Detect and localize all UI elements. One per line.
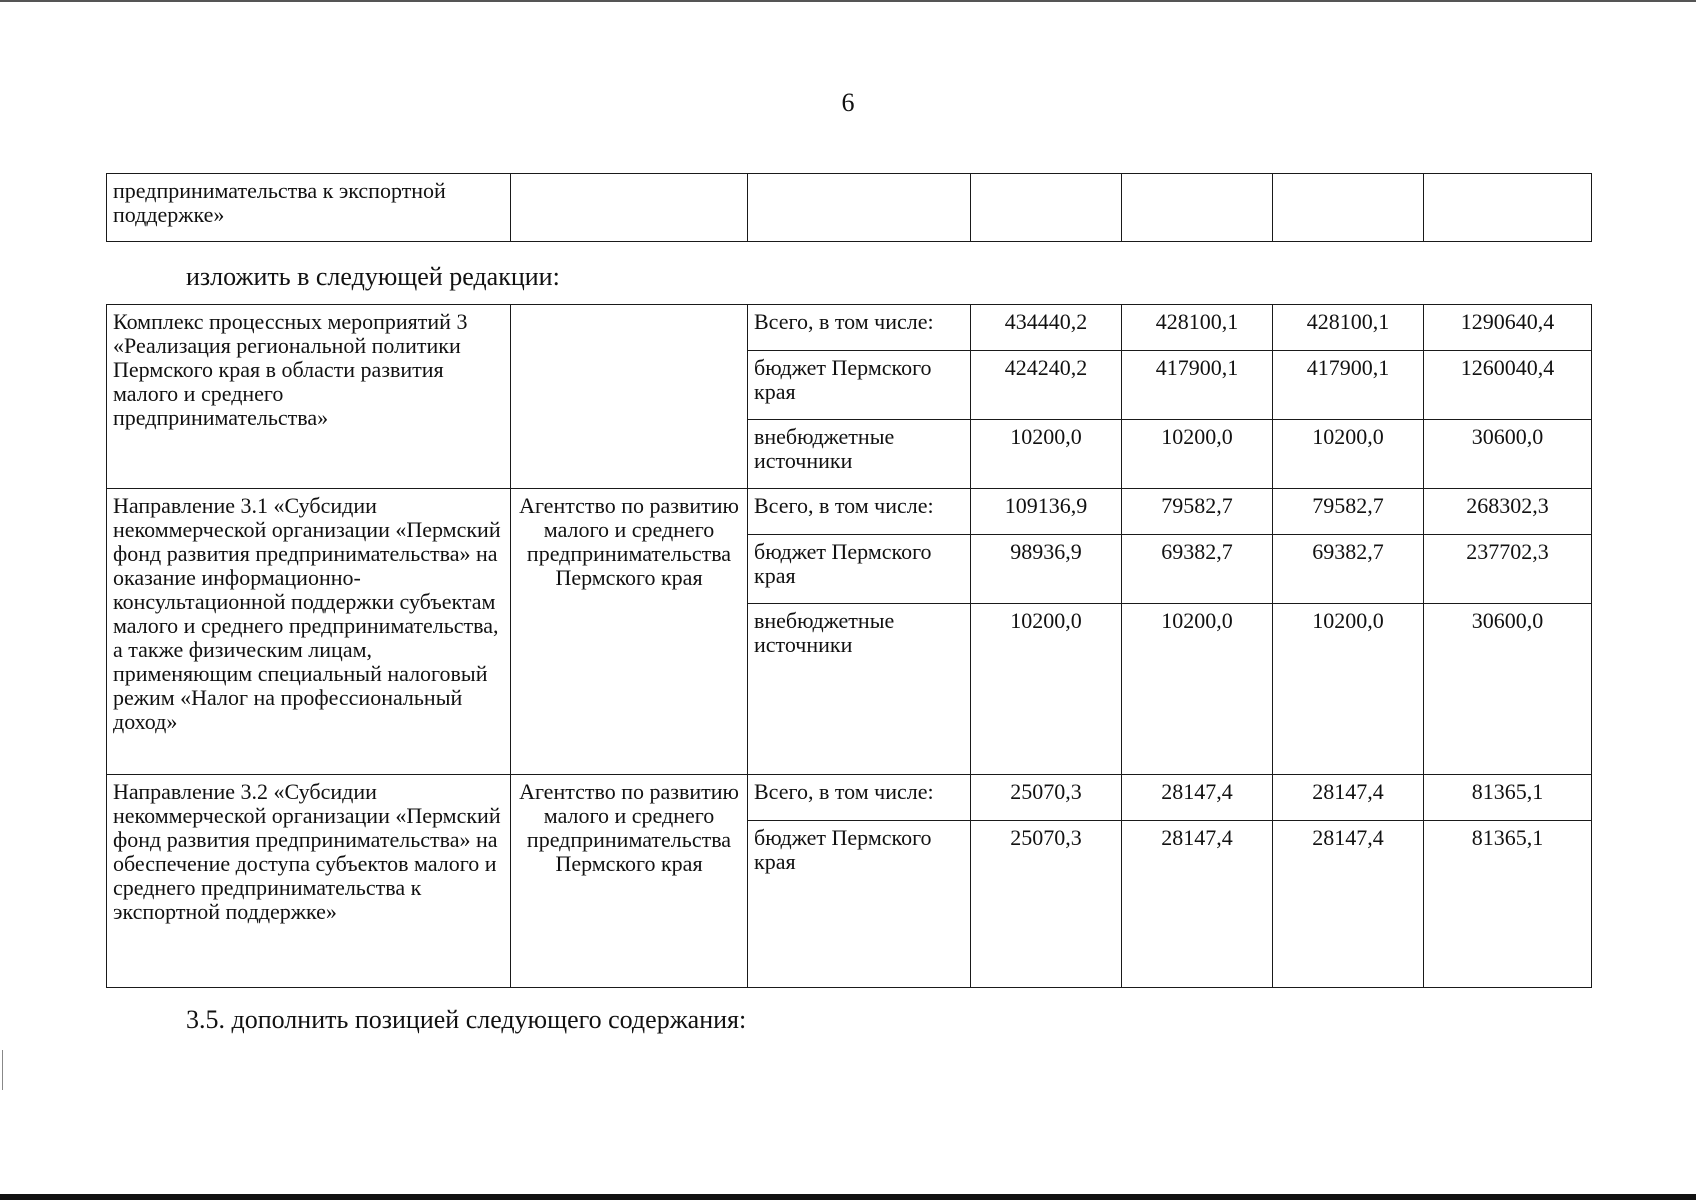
value-cell: 10200,0 — [1122, 604, 1273, 775]
table-row — [107, 174, 1592, 242]
block-name: Направление 3.2 «Субсидии некоммерческой организации «Пермский фонд развития предпринимательства» на обеспечение доступа субъектов малого и среднего предпринимательства к экспортной поддержке» — [107, 775, 511, 988]
page-number: 6 — [841, 88, 855, 117]
value-cell: 28147,4 — [1273, 821, 1424, 988]
value-cell: 28147,4 — [1273, 775, 1424, 821]
value-cell: 428100,1 — [1122, 305, 1273, 351]
value-cell: 81365,1 — [1424, 775, 1592, 821]
scan-mark — [2, 1050, 3, 1090]
value-cell: 417900,1 — [1273, 351, 1424, 420]
table-row — [107, 775, 1592, 821]
scan-top-edge — [0, 0, 1696, 2]
value-cell: 69382,7 — [1122, 535, 1273, 604]
source-cell: бюджет Пермского края — [748, 535, 971, 604]
block-name: Комплекс процессных мероприятий 3 «Реализация региональной политики Пермского края в области развития малого и среднего предпринимательства» — [107, 305, 511, 489]
source-cell: Всего, в том числе: — [748, 489, 971, 535]
scan-bottom-edge — [0, 1194, 1696, 1200]
value-cell: 79582,7 — [1273, 489, 1424, 535]
value-cell: 109136,9 — [971, 489, 1122, 535]
value-cell: 81365,1 — [1424, 821, 1592, 988]
heading-edit: изложить в следующей редакции: — [186, 262, 560, 291]
value-cell: 237702,3 — [1424, 535, 1592, 604]
value-cell: 1290640,4 — [1424, 305, 1592, 351]
previous-table-fragment — [106, 173, 1592, 242]
value-cell: 25070,3 — [971, 775, 1122, 821]
source-cell: бюджет Пермского края — [748, 821, 971, 988]
table-row — [107, 489, 1592, 535]
value-cell: 69382,7 — [1273, 535, 1424, 604]
source-cell: Всего, в том числе: — [748, 775, 971, 821]
block-name: Направление 3.1 «Субсидии некоммерческой организации «Пермский фонд развития предпринимательства» на оказание информационно-консультационной поддержки субъектам малого и среднего предпринимательства, а также физическим лицам, применяющим специальный налоговый режим «Налог на профессиональный доход» — [107, 489, 511, 775]
name-cell: предпринимательства к экспортной поддержке» — [107, 174, 511, 242]
source-cell: бюджет Пермского края — [748, 351, 971, 420]
value-cell: 25070,3 — [971, 821, 1122, 988]
funding-table — [106, 304, 1592, 988]
block-agency: Агентство по развитию малого и среднего предпринимательства Пермского края — [511, 775, 748, 988]
value-cell: 79582,7 — [1122, 489, 1273, 535]
source-cell: Всего, в том числе: — [748, 305, 971, 351]
value-cell: 10200,0 — [971, 604, 1122, 775]
value-cell: 10200,0 — [1273, 604, 1424, 775]
value-cell: 10200,0 — [1122, 420, 1273, 489]
value-cell: 98936,9 — [971, 535, 1122, 604]
value-cell: 30600,0 — [1424, 604, 1592, 775]
block-agency: Агентство по развитию малого и среднего предпринимательства Пермского края — [511, 489, 748, 775]
value-cell: 424240,2 — [971, 351, 1122, 420]
value-cell: 268302,3 — [1424, 489, 1592, 535]
value-cell: 417900,1 — [1122, 351, 1273, 420]
value-cell: 428100,1 — [1273, 305, 1424, 351]
block-agency — [511, 305, 748, 489]
heading-add: 3.5. дополнить позицией следующего содержания: — [186, 1005, 747, 1034]
value-cell: 28147,4 — [1122, 775, 1273, 821]
value-cell: 10200,0 — [971, 420, 1122, 489]
value-cell: 434440,2 — [971, 305, 1122, 351]
value-cell: 28147,4 — [1122, 821, 1273, 988]
source-cell: внебюджетные источники — [748, 604, 971, 775]
table-row — [107, 305, 1592, 351]
value-cell: 10200,0 — [1273, 420, 1424, 489]
value-cell: 1260040,4 — [1424, 351, 1592, 420]
value-cell: 30600,0 — [1424, 420, 1592, 489]
source-cell: внебюджетные источники — [748, 420, 971, 489]
